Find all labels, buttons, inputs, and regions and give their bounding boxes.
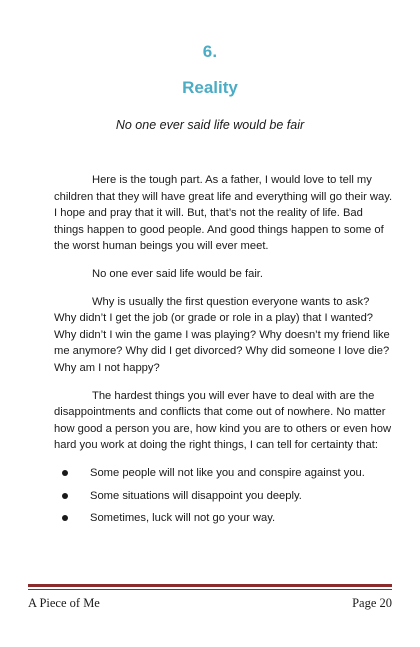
bullet-icon [62, 470, 68, 476]
bullet-icon [62, 493, 68, 499]
paragraph: Here is the tough part. As a father, I would love to tell my children that they will have great life and everything will go their way. I hope and pray that it will. But, that’s not the reality of life. Bad things happen to good people. And good things happen to some of the worst human beings you will ever meet. [54, 174, 393, 253]
paragraph: Why is usually the first question everyone wants to ask? Why didn’t I get the job (or grade or role in a play) that I wanted? Why didn’t I win the game I was playing? Why doesn’t my friend like me anymore? Why did I get divorced? Why did someone I love die? Why am I not happy? [54, 295, 390, 374]
paragraph: The hardest things you will ever have to deal with are the disappointments and conflicts that come out of nowhere. No matter how good a person you are, how kind you are to others or even how hard you work at doing the right things, I can tell for certainty that: [54, 389, 392, 452]
bullet-text: Some situations will disappoint you deeply. [90, 489, 302, 502]
footer-divider-thin [28, 589, 392, 590]
chapter-body [54, 172, 394, 533]
chapter-epigraph: No one ever said life would be fair [115, 118, 305, 132]
bullet-icon [62, 515, 68, 521]
bullet-text: Sometimes, luck will not go your way. [90, 512, 276, 525]
bullet-text: Some people will not like you and conspire against you. [90, 466, 365, 479]
footer-divider [28, 584, 392, 587]
bullet-item [54, 510, 394, 527]
paragraph: No one ever said life would be fair. [92, 267, 264, 280]
bullet-list [54, 465, 394, 527]
bullet-item [54, 488, 394, 505]
bullet-item [54, 465, 394, 482]
footer-page-number: Page 20 [352, 596, 392, 610]
chapter-title: Reality [182, 78, 238, 97]
chapter-number: 6. [202, 42, 218, 61]
footer-book-title: A Piece of Me [28, 596, 100, 610]
